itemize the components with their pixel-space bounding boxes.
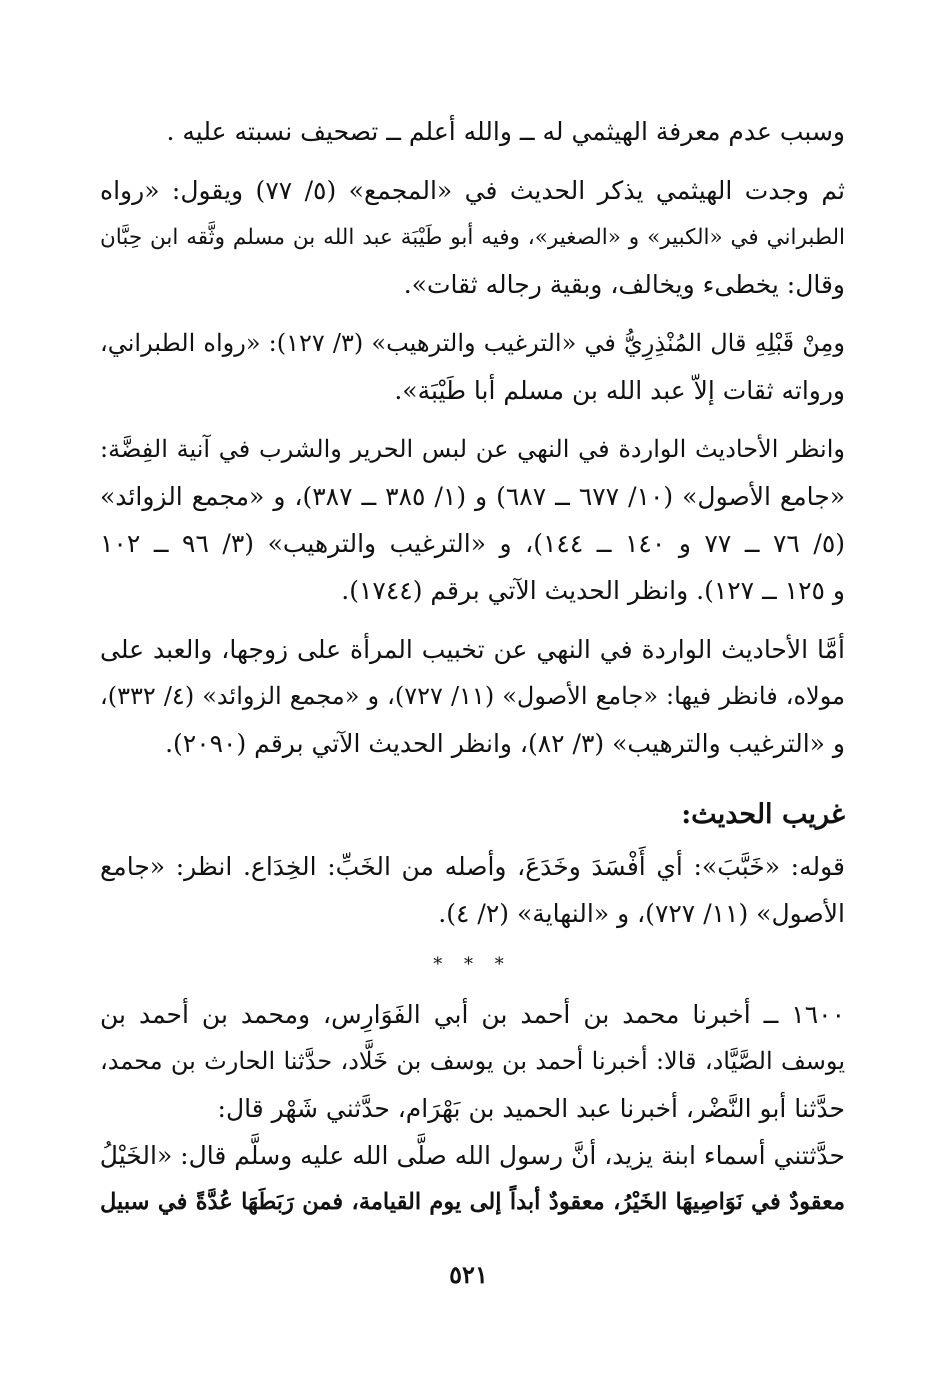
text-line: حدَّثتني أسماء ابنة يزيد، أنَّ رسول الله صلَّى الله عليه وسلَّم قال: «الخَيْلُ bbox=[100, 1141, 845, 1170]
paragraph-2 bbox=[100, 167, 845, 308]
text-line: حدَّثنا أبو النَّضْر، أخبرنا عبد الحميد بن بَهْرَام، حدَّثني شَهْر قال: bbox=[217, 1094, 845, 1123]
section-separator: * * * bbox=[433, 954, 512, 975]
text-line: وانظر الأحاديث الواردة في النهي عن لبس الحرير والشرب في آنية الفِضَّة: bbox=[100, 435, 845, 463]
text-line: قوله: «خَبَّبَ»: أي أَفْسَدَ وخَدَعَ، وأصله من الخَبِّ: الخِدَاع. انظر: «جامع bbox=[100, 852, 845, 881]
hadith-isnad bbox=[100, 991, 845, 1132]
text-line: معقودٌ في نَوَاصِيهَا الخَيْرُ، معقودٌ أبداً إلى يوم القيامة، فمن رَبَطَهَا عُدَّةً في سبيل bbox=[100, 1189, 845, 1215]
text-line: و «الترغيب والترهيب» (٣/ ٨٢)، وانظر الحديث الآتي برقم (٢٠٩٠). bbox=[165, 729, 845, 758]
text-line: (٥/ ٧٦ ــ ٧٧ و ١٤٠ ــ ١٤٤)، و «الترغيب والترهيب» (٣/ ٩٦ ــ ١٠٢ bbox=[100, 529, 845, 558]
text-line: يوسف الصَّيَّاد، قالا: أخبرنا أحمد بن يوسف بن خَلَّاد، حدَّثنا الحارث بن محمد، bbox=[100, 1047, 845, 1075]
section-heading: غريب الحديث: bbox=[681, 799, 845, 830]
gharib-paragraph bbox=[100, 843, 845, 937]
text-line: وسبب عدم معرفة الهيثمي له ــ والله أعلم ــ تصحيف نسبته عليه . bbox=[166, 117, 845, 146]
text-line: وقال: يخطىء ويخالف، وبقية رجاله ثقات». bbox=[403, 270, 845, 299]
page-body bbox=[100, 108, 845, 1226]
text-line: أمَّا الأحاديث الواردة في النهي عن تخبيب المرأة على زوجها، والعبد على bbox=[100, 635, 845, 664]
text-line: «جامع الأصول» (١٠/ ٦٧٧ ــ ٦٨٧) و (١/ ٣٨٥ ــ ٣٨٧)، و «مجمع الزوائد» bbox=[100, 482, 845, 511]
text-line: ورواته ثقات إلاّ عبد الله بن مسلم أبا طَيْبَة». bbox=[394, 376, 845, 405]
hadith-matn bbox=[100, 1132, 845, 1226]
page-number: ٥٢١ bbox=[449, 1260, 488, 1289]
text-line: ثم وجدت الهيثمي يذكر الحديث في «المجمع» (٥/ ٧٧) ويقول: «رواه bbox=[100, 176, 845, 205]
text-line: الأصول» (١١/ ٧٢٧)، و «النهاية» (٢/ ٤). bbox=[438, 899, 845, 928]
text-line: و ١٢٥ ــ ١٢٧). وانظر الحديث الآتي برقم (١٧٤٤). bbox=[341, 576, 845, 605]
text-line: ١٦٠٠ ــ أخبرنا محمد بن أحمد بن أبي الفَوَارِس، ومحمد بن أحمد بن bbox=[100, 1000, 845, 1029]
paragraph-3 bbox=[100, 320, 845, 414]
paragraph-4 bbox=[100, 426, 845, 614]
paragraph-5 bbox=[100, 626, 845, 767]
text-line: ومِنْ قَبْلِهِ قال المُنْذِرِيُّ في «الترغيب والترهيب» (٣/ ١٢٧): «رواه الطبراني، bbox=[100, 329, 845, 357]
paragraph-1 bbox=[100, 108, 845, 155]
text-line: الطبراني في «الكبير» و «الصغير»، وفيه أبو طَيْبَة عبد الله بن مسلم وثَّقه ابن حِبَّان bbox=[100, 225, 845, 250]
text-line: مولاه، فانظر فيها: «جامع الأصول» (١١/ ٧٢٧)، و «مجمع الزوائد» (٤/ ٣٣٢)، bbox=[100, 682, 845, 710]
